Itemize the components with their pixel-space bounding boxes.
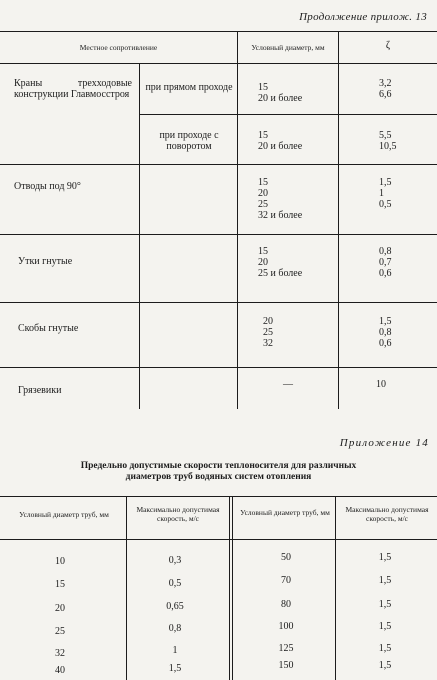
- t1-rule-5: [0, 367, 437, 368]
- t1-row-brackets-diam: 20 25 32: [263, 316, 273, 349]
- t2-cell-v2: 1,5: [378, 552, 392, 563]
- t2-cell-v2: 1,5: [378, 660, 392, 671]
- t2-vline-mid-b: [232, 496, 233, 680]
- t1-row-brackets-name: Скобы гнутые: [18, 323, 79, 334]
- t1-row-bends-name: Отводы под 90°: [14, 181, 81, 192]
- t1-row-dirt-zeta: 10: [376, 379, 386, 390]
- table2-title-line1: Предельно допустимые скорости теплоносителя для различных: [80, 461, 357, 471]
- t2-cell-v1: 0,3: [168, 555, 182, 566]
- t2-cell-v1: 1,5: [168, 663, 182, 674]
- t1-row-cranes-sub-b: при проходе с поворотом: [159, 130, 219, 152]
- t2-header-diameter-2: Условный диаметр труб, мм: [240, 508, 330, 517]
- t1-top-rule: [0, 31, 437, 32]
- t1-row-cranes-zeta-b: 5,5 10,5: [379, 130, 397, 152]
- t2-vline-mid-a: [229, 496, 230, 680]
- t1-row-cranes-diam-b: 15 20 и более: [258, 130, 303, 152]
- t2-cell-v1: 0,5: [168, 578, 182, 589]
- t2-cell-d2: 70: [281, 575, 291, 586]
- t1-rule-2: [0, 164, 437, 165]
- t2-cell-d2: 125: [278, 643, 294, 654]
- t1-col-diameter-header: Условный диаметр, мм: [251, 43, 325, 52]
- t2-cell-d1: 32: [55, 648, 65, 659]
- t1-row-ducks-name: Утки гнутые: [18, 256, 73, 267]
- t1-rule-4: [0, 302, 437, 303]
- t2-cell-d2: 100: [278, 621, 294, 632]
- t2-header-diameter-1: Условный диаметр труб, мм: [19, 510, 109, 519]
- t1-vline-1: [237, 31, 238, 409]
- t2-cell-d2: 150: [278, 660, 294, 671]
- t1-rule-sub: [139, 114, 437, 115]
- t1-header-rule: [0, 63, 437, 64]
- table2-title-line2: диаметров труб водяных систем отопления: [125, 472, 312, 482]
- t1-row-bends-zeta: 1,5 1 0,5: [379, 177, 392, 210]
- t1-col-resistance-header: Местное сопротивление: [79, 43, 158, 52]
- t1-row-bends-diam: 15 20 25 32 и более: [258, 177, 303, 221]
- t2-cell-v2: 1,5: [378, 575, 392, 586]
- t1-vline-2: [338, 31, 339, 409]
- t1-row-dirt-diam: —: [283, 379, 293, 390]
- t2-cell-v2: 1,5: [378, 643, 392, 654]
- t1-col-zeta-header: ζ: [385, 40, 391, 51]
- t2-header-speed-2: Максимально допустимая скорость, м/с: [345, 505, 429, 523]
- t1-row-cranes-sub-a: при прямом проходе: [145, 82, 233, 93]
- t1-rule-3: [0, 234, 437, 235]
- continuation-header: Продолжение прилож. 13: [299, 11, 427, 23]
- t2-cell-v1: 0,65: [166, 601, 184, 612]
- t1-row-brackets-zeta: 1,5 0,8 0,6: [379, 316, 392, 349]
- t2-vline-1: [126, 496, 127, 680]
- t2-header-speed-1: Максимально допустимая скорость, м/с: [136, 505, 220, 523]
- t1-row-ducks-zeta: 0,8 0,7 0,6: [379, 246, 392, 279]
- t1-row-cranes-diam-a: 15 20 и более: [258, 82, 303, 104]
- t2-cell-v1: 1: [172, 645, 178, 656]
- t2-cell-d1: 40: [55, 665, 65, 676]
- t2-cell-d1: 15: [55, 579, 65, 590]
- t2-top-rule: [0, 496, 437, 497]
- t2-cell-d1: 20: [55, 603, 65, 614]
- t2-cell-d1: 25: [55, 626, 65, 637]
- t1-vline-sub: [139, 64, 140, 409]
- t1-row-ducks-diam: 15 20 25 и более: [258, 246, 303, 279]
- t2-header-rule: [0, 539, 437, 540]
- t2-cell-v2: 1,5: [378, 599, 392, 610]
- t2-cell-d2: 50: [281, 552, 291, 563]
- appendix-14-label: Приложение 14: [339, 437, 429, 449]
- t2-cell-d1: 10: [55, 556, 65, 567]
- t1-row-cranes-zeta-a: 3,2 6,6: [379, 78, 392, 100]
- t2-vline-3: [335, 496, 336, 680]
- t2-cell-v2: 1,5: [378, 621, 392, 632]
- t2-cell-d2: 80: [281, 599, 291, 610]
- t1-row-dirt-name: Грязевики: [18, 385, 62, 396]
- t2-cell-v1: 0,8: [168, 623, 182, 634]
- t1-row-cranes-name: Краны трехходовые конструкции Главмосстроя: [14, 78, 132, 100]
